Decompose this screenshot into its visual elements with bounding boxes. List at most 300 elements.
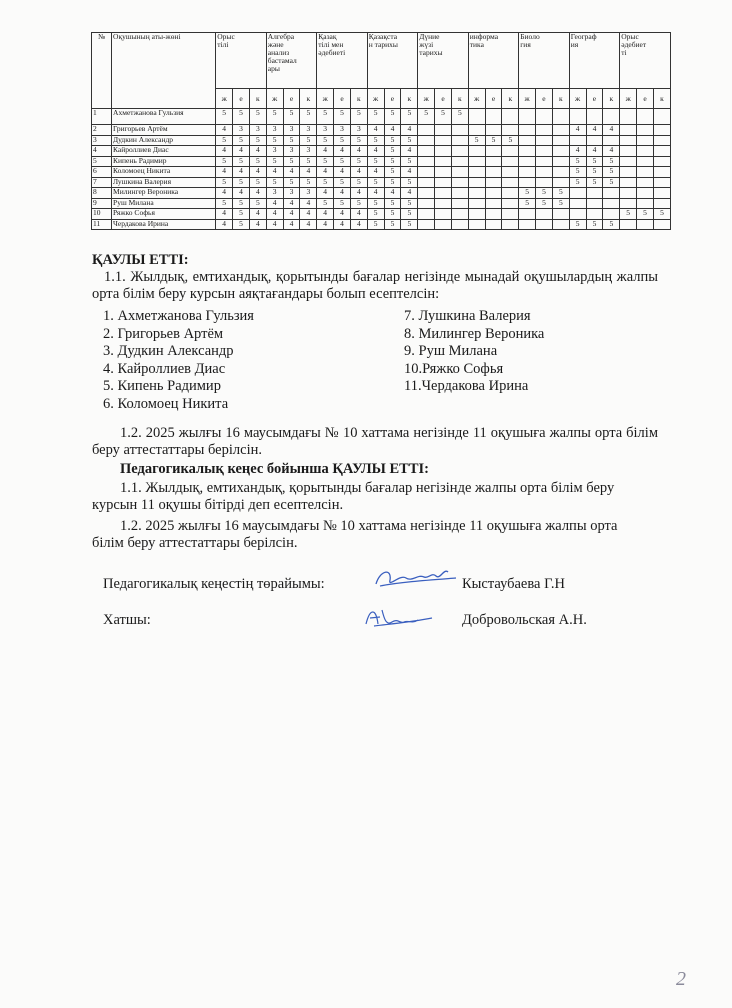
header-subject-line: анализ xyxy=(267,47,290,57)
header-grade-type: к xyxy=(350,89,367,109)
grade-cell: 5 xyxy=(384,198,401,209)
grade-cell xyxy=(637,188,654,199)
grade-cell xyxy=(418,188,435,199)
grade-cell: 5 xyxy=(233,135,250,146)
grade-cell xyxy=(502,167,519,178)
grade-cell: 4 xyxy=(249,219,266,230)
resolution-paragraph-1-2: 1.2. 2025 жылғы 16 маусымдағы № 10 хаттама негізінде 11 оқушыға жалпы орта білім беру аттестаттары берілсін. xyxy=(92,425,658,458)
header-subject-line: Географ xyxy=(570,32,597,41)
graduate-list-item: 10.Ряжко Софья xyxy=(404,360,504,377)
grade-cell: 5 xyxy=(334,156,351,167)
header-grade-type: ж xyxy=(367,89,384,109)
grade-cell: 5 xyxy=(586,156,603,167)
student-name: Коломоец Никита xyxy=(112,167,216,178)
grade-cell xyxy=(653,219,670,230)
header-grade-type: е xyxy=(637,89,654,109)
grade-cell: 5 xyxy=(384,219,401,230)
grade-cell: 3 xyxy=(334,125,351,136)
grade-cell: 5 xyxy=(367,109,384,125)
grade-cell: 5 xyxy=(317,135,334,146)
grade-cell: 5 xyxy=(233,109,250,125)
grade-cell xyxy=(519,156,536,167)
grade-cell: 4 xyxy=(367,146,384,157)
grade-cell xyxy=(536,109,553,125)
grade-cell xyxy=(653,188,670,199)
grade-cell: 4 xyxy=(603,125,620,136)
grade-cell xyxy=(485,146,502,157)
grade-cell xyxy=(519,146,536,157)
student-name: Чердакова Ирина xyxy=(112,219,216,230)
chair-name: Кыстаубаева Г.Н xyxy=(462,576,565,592)
grade-cell: 4 xyxy=(233,188,250,199)
grade-cell: 5 xyxy=(603,156,620,167)
header-grade-type: е xyxy=(586,89,603,109)
header-grade-type: ж xyxy=(266,89,283,109)
grade-cell xyxy=(435,135,452,146)
grade-cell xyxy=(468,188,485,199)
grade-cell xyxy=(536,125,553,136)
grade-cell: 5 xyxy=(350,177,367,188)
header-subject-line: ті xyxy=(621,47,627,57)
header-subject-line: Алгебра xyxy=(267,32,295,41)
grade-cell: 5 xyxy=(384,167,401,178)
grade-cell xyxy=(569,198,586,209)
grade-cell: 3 xyxy=(300,125,317,136)
table-row xyxy=(92,188,671,199)
row-number: 7 xyxy=(92,177,112,188)
grade-cell xyxy=(536,219,553,230)
grade-cell: 4 xyxy=(283,198,300,209)
grade-cell xyxy=(502,109,519,125)
header-subject-line: Орыс xyxy=(621,32,639,41)
grade-cell xyxy=(586,188,603,199)
header-grade-type: к xyxy=(300,89,317,109)
grade-cell: 5 xyxy=(249,177,266,188)
header-subject-line: н тарихы xyxy=(368,39,398,49)
grade-cell xyxy=(468,209,485,220)
grade-cell xyxy=(468,219,485,230)
grade-cell xyxy=(418,219,435,230)
grade-cell xyxy=(536,177,553,188)
grade-cell: 5 xyxy=(317,156,334,167)
grade-cell xyxy=(468,198,485,209)
grade-cell: 5 xyxy=(519,198,536,209)
row-number: 3 xyxy=(92,135,112,146)
grade-cell: 5 xyxy=(249,109,266,125)
grade-cell xyxy=(418,146,435,157)
grade-cell: 4 xyxy=(317,146,334,157)
row-number: 8 xyxy=(92,188,112,199)
grade-cell xyxy=(552,177,569,188)
grade-cell xyxy=(603,209,620,220)
grade-cell xyxy=(485,156,502,167)
header-grade-type: к xyxy=(401,89,418,109)
student-name: Милингер Вероника xyxy=(112,188,216,199)
grade-cell xyxy=(519,209,536,220)
grade-cell: 3 xyxy=(249,125,266,136)
grade-cell: 5 xyxy=(216,177,233,188)
council-paragraph-1-1: 1.1. Жылдық, емтихандық, қорытынды бағалар негізінде жалпы орта білім беру курсын 11 оқушы бітірді деп есептелсін. xyxy=(92,480,615,513)
grade-cell xyxy=(468,167,485,178)
grade-cell: 5 xyxy=(249,198,266,209)
grade-cell: 4 xyxy=(300,219,317,230)
table-row xyxy=(92,198,671,209)
chair-label: Педагогикалық кеңестің төрайымы: xyxy=(103,576,325,592)
grade-cell: 4 xyxy=(334,188,351,199)
grade-cell xyxy=(552,109,569,125)
grade-cell: 5 xyxy=(603,177,620,188)
grade-cell: 3 xyxy=(300,188,317,199)
grade-cell xyxy=(519,109,536,125)
grade-cell: 5 xyxy=(350,109,367,125)
grade-cell: 4 xyxy=(266,209,283,220)
grade-cell xyxy=(603,135,620,146)
row-number: 6 xyxy=(92,167,112,178)
grade-cell: 4 xyxy=(266,167,283,178)
header-grade-type: ж xyxy=(620,89,637,109)
grade-cell xyxy=(418,156,435,167)
grade-cell: 5 xyxy=(552,198,569,209)
header-grade-type: ж xyxy=(569,89,586,109)
grade-cell: 5 xyxy=(334,177,351,188)
grade-cell: 5 xyxy=(586,167,603,178)
grade-cell: 5 xyxy=(233,219,250,230)
grade-cell: 4 xyxy=(317,219,334,230)
grade-cell: 5 xyxy=(216,135,233,146)
grade-cell xyxy=(552,146,569,157)
grade-cell: 5 xyxy=(266,135,283,146)
grade-cell: 5 xyxy=(367,156,384,167)
student-name: Лушкина Валерия xyxy=(112,177,216,188)
grade-cell: 4 xyxy=(334,146,351,157)
grade-cell: 5 xyxy=(569,219,586,230)
grade-cell: 5 xyxy=(502,135,519,146)
grade-cell: 3 xyxy=(283,146,300,157)
grade-cell: 4 xyxy=(216,219,233,230)
student-name: Григорьев Артём xyxy=(112,125,216,136)
header-grade-type: ж xyxy=(418,89,435,109)
grade-cell: 5 xyxy=(317,198,334,209)
header-subject-line: Орыс xyxy=(217,32,235,41)
header-subject-line: Биоло xyxy=(520,32,540,41)
grade-cell: 4 xyxy=(401,146,418,157)
grade-cell xyxy=(435,125,452,136)
grade-cell xyxy=(418,167,435,178)
header-grade-type: е xyxy=(233,89,250,109)
grade-cell: 4 xyxy=(216,167,233,178)
grade-cell xyxy=(468,109,485,125)
grade-cell xyxy=(435,198,452,209)
grade-cell xyxy=(451,219,468,230)
grade-cell xyxy=(485,177,502,188)
grade-cell: 5 xyxy=(367,219,384,230)
header-grade-type: к xyxy=(249,89,266,109)
grade-cell xyxy=(418,177,435,188)
grade-cell xyxy=(468,146,485,157)
grade-cell xyxy=(435,177,452,188)
grade-cell: 4 xyxy=(569,146,586,157)
grade-cell: 5 xyxy=(637,209,654,220)
grade-cell xyxy=(536,167,553,178)
grade-cell xyxy=(653,146,670,157)
grade-cell xyxy=(536,146,553,157)
grade-cell xyxy=(536,209,553,220)
page-number: 2 xyxy=(676,968,686,990)
header-number: № xyxy=(92,33,112,109)
grade-cell: 4 xyxy=(283,167,300,178)
grade-cell: 4 xyxy=(334,219,351,230)
grade-cell xyxy=(485,125,502,136)
grade-cell xyxy=(569,109,586,125)
row-number: 10 xyxy=(92,209,112,220)
grade-cell xyxy=(552,156,569,167)
grade-cell: 4 xyxy=(350,146,367,157)
grade-cell xyxy=(502,125,519,136)
grade-cell: 3 xyxy=(317,125,334,136)
grade-cell: 4 xyxy=(334,209,351,220)
grade-cell: 5 xyxy=(367,135,384,146)
header-grade-type: к xyxy=(502,89,519,109)
grade-cell xyxy=(502,188,519,199)
table-row xyxy=(92,146,671,157)
graduate-list-item: 2. Григорьев Артём xyxy=(103,325,224,342)
header-grade-type: е xyxy=(536,89,553,109)
grade-cell xyxy=(620,125,637,136)
grade-cell: 4 xyxy=(401,125,418,136)
header-subject xyxy=(519,33,570,89)
council-paragraph-1-2: 1.2. 2025 жылғы 16 маусымдағы № 10 хаттама негізінде 11 оқушыға жалпы орта білім беру аттестаттары берілсін. xyxy=(92,518,618,551)
header-subject-line: әдебиет xyxy=(621,39,647,49)
grade-cell xyxy=(620,188,637,199)
grade-cell: 4 xyxy=(401,188,418,199)
header-grade-type: е xyxy=(384,89,401,109)
grade-cell xyxy=(603,188,620,199)
header-subject-line: тілі xyxy=(217,39,229,49)
resolution-paragraph-1-1: 1.1. Жылдық, емтихандық, қорытынды бағалар негізінде мынадай оқушылардың жалпы орта білім беру курсын аяқтағандары болып есептелсін: xyxy=(92,269,658,302)
grade-cell xyxy=(519,167,536,178)
header-subject-line: бастамал xyxy=(267,55,297,65)
header-grade-type: к xyxy=(653,89,670,109)
grade-cell: 5 xyxy=(384,177,401,188)
header-subject-line: Қазақ xyxy=(318,32,337,41)
grade-cell: 4 xyxy=(317,209,334,220)
grade-cell xyxy=(586,198,603,209)
header-subject xyxy=(367,33,418,89)
grade-cell xyxy=(653,198,670,209)
row-number: 2 xyxy=(92,125,112,136)
row-number: 11 xyxy=(92,219,112,230)
grade-cell: 4 xyxy=(216,209,233,220)
graduate-list-item: 8. Милингер Вероника xyxy=(404,325,545,342)
grade-cell xyxy=(637,125,654,136)
table-row xyxy=(92,177,671,188)
grade-cell xyxy=(502,209,519,220)
grade-cell: 5 xyxy=(384,109,401,125)
grade-cell xyxy=(435,156,452,167)
grade-cell: 4 xyxy=(216,146,233,157)
table-row xyxy=(92,209,671,220)
grade-cell: 4 xyxy=(216,188,233,199)
student-name: Руш Милана xyxy=(112,198,216,209)
graduate-list-item: 7. Лушкина Валерия xyxy=(404,308,531,324)
grade-cell xyxy=(552,135,569,146)
secretary-name: Добровольская А.Н. xyxy=(462,612,587,628)
grade-cell xyxy=(435,219,452,230)
grade-cell xyxy=(519,177,536,188)
grade-cell: 5 xyxy=(283,109,300,125)
grade-cell: 5 xyxy=(552,188,569,199)
grade-cell: 5 xyxy=(367,209,384,220)
grade-cell: 5 xyxy=(418,109,435,125)
grade-cell: 5 xyxy=(300,109,317,125)
grade-cell: 5 xyxy=(384,209,401,220)
header-grade-type: ж xyxy=(468,89,485,109)
grade-cell: 5 xyxy=(536,188,553,199)
header-grade-type: ж xyxy=(519,89,536,109)
resolution-heading: ҚАУЛЫ ЕТТІ: xyxy=(92,252,189,268)
table-row xyxy=(92,109,671,125)
header-subject-line: информа xyxy=(469,32,499,41)
grade-cell: 5 xyxy=(233,177,250,188)
grade-cell xyxy=(451,135,468,146)
grade-cell xyxy=(536,135,553,146)
header-grade-type: ж xyxy=(317,89,334,109)
grade-cell: 4 xyxy=(249,209,266,220)
grade-cell: 5 xyxy=(401,198,418,209)
grade-cell: 5 xyxy=(586,177,603,188)
row-number: 4 xyxy=(92,146,112,157)
grade-cell: 5 xyxy=(216,109,233,125)
grade-cell xyxy=(451,125,468,136)
graduate-list-item: 11.Чердакова Ирина xyxy=(404,378,529,394)
graduate-list-item: 3. Дудкин Александр xyxy=(103,343,234,359)
grade-cell xyxy=(653,125,670,136)
header-subject-line: және xyxy=(267,39,284,49)
grade-cell: 5 xyxy=(653,209,670,220)
grade-cell: 4 xyxy=(216,125,233,136)
grade-cell xyxy=(485,188,502,199)
grade-cell: 5 xyxy=(367,198,384,209)
grade-cell: 4 xyxy=(300,198,317,209)
header-subject xyxy=(569,33,620,89)
row-number: 9 xyxy=(92,198,112,209)
grade-cell: 4 xyxy=(300,167,317,178)
grade-cell xyxy=(485,109,502,125)
student-name: Кипень Радимир xyxy=(112,156,216,167)
row-number: 1 xyxy=(92,109,112,125)
grade-cell: 4 xyxy=(350,209,367,220)
header-subject xyxy=(317,33,367,89)
grade-cell: 4 xyxy=(384,125,401,136)
grade-cell: 3 xyxy=(350,125,367,136)
grade-cell xyxy=(485,198,502,209)
grade-cell xyxy=(519,135,536,146)
grade-cell: 4 xyxy=(266,219,283,230)
grade-cell: 5 xyxy=(384,146,401,157)
grade-cell: 5 xyxy=(300,177,317,188)
grade-cell xyxy=(586,209,603,220)
grade-cell: 3 xyxy=(266,146,283,157)
graduates-list-right xyxy=(404,308,654,396)
council-resolution-heading: Педагогикалық кеңес бойынша ҚАУЛЫ ЕТТІ: xyxy=(120,461,429,477)
grade-cell: 4 xyxy=(317,188,334,199)
grade-cell: 5 xyxy=(468,135,485,146)
grade-cell xyxy=(653,109,670,125)
header-subject-line: гия xyxy=(520,39,531,49)
grade-cell xyxy=(552,167,569,178)
grade-cell xyxy=(519,125,536,136)
student-name: Кайроллиев Диас xyxy=(112,146,216,157)
grade-cell: 4 xyxy=(350,219,367,230)
graduates-list-left xyxy=(103,308,383,413)
grade-cell xyxy=(569,135,586,146)
student-name: Дудкин Александр xyxy=(112,135,216,146)
grade-cell xyxy=(468,125,485,136)
graduate-list-item: 4. Кайроллиев Диас xyxy=(103,360,226,377)
grade-cell: 4 xyxy=(317,167,334,178)
grade-cell xyxy=(502,146,519,157)
grade-cell xyxy=(451,146,468,157)
header-grade-type: к xyxy=(552,89,569,109)
grade-cell: 5 xyxy=(603,167,620,178)
grade-cell: 4 xyxy=(350,167,367,178)
grade-cell: 5 xyxy=(300,135,317,146)
grade-cell xyxy=(451,198,468,209)
grade-cell xyxy=(620,177,637,188)
grade-cell: 5 xyxy=(586,219,603,230)
grade-cell: 5 xyxy=(384,156,401,167)
header-grade-type: ж xyxy=(216,89,233,109)
grade-cell: 5 xyxy=(569,156,586,167)
chair-signature xyxy=(370,562,460,596)
grade-cell xyxy=(637,156,654,167)
grade-cell xyxy=(468,177,485,188)
grade-cell xyxy=(620,156,637,167)
grade-cell xyxy=(603,198,620,209)
header-subject-line: Дүние xyxy=(419,32,440,41)
grade-cell: 5 xyxy=(485,135,502,146)
grade-cell: 5 xyxy=(249,156,266,167)
grade-cell xyxy=(451,188,468,199)
grade-cell: 4 xyxy=(350,188,367,199)
grade-cell: 5 xyxy=(216,156,233,167)
grade-cell: 5 xyxy=(216,198,233,209)
grade-cell: 5 xyxy=(367,177,384,188)
grade-cell xyxy=(552,209,569,220)
grade-cell: 5 xyxy=(334,109,351,125)
grade-cell xyxy=(637,146,654,157)
grade-cell xyxy=(502,156,519,167)
header-grade-type: е xyxy=(283,89,300,109)
grade-cell xyxy=(485,209,502,220)
graduate-list-item: 6. Коломоец Никита xyxy=(103,395,229,412)
grade-cell xyxy=(637,198,654,209)
grade-cell: 5 xyxy=(249,135,266,146)
grade-cell xyxy=(653,156,670,167)
grade-cell xyxy=(620,135,637,146)
header-grade-type: е xyxy=(485,89,502,109)
grade-cell: 5 xyxy=(401,177,418,188)
grade-cell: 5 xyxy=(266,109,283,125)
grade-cell xyxy=(418,198,435,209)
secretary-signature xyxy=(362,604,442,634)
grade-cell: 5 xyxy=(401,219,418,230)
grade-cell xyxy=(569,188,586,199)
grade-cell xyxy=(620,109,637,125)
grade-cell: 5 xyxy=(300,156,317,167)
table-row xyxy=(92,219,671,230)
header-grade-type: е xyxy=(334,89,351,109)
